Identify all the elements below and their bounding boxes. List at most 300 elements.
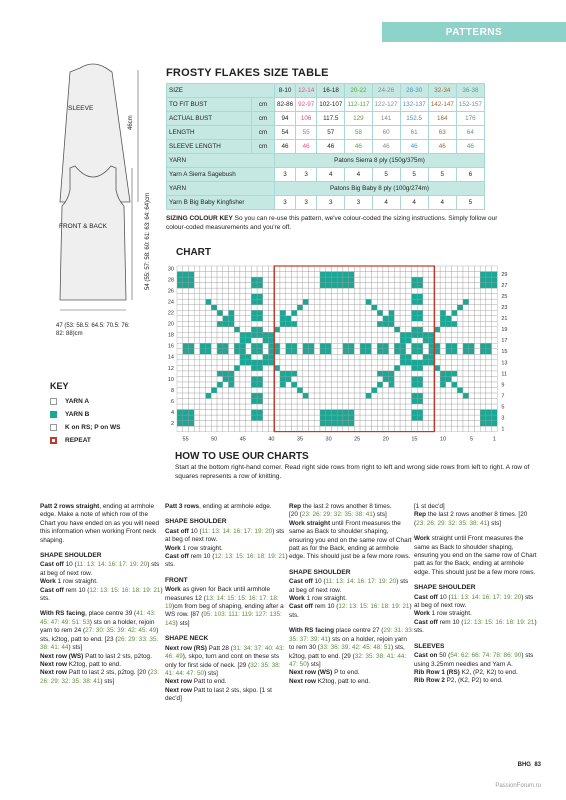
- chart-cell: [349, 305, 355, 311]
- chart-cell: [291, 426, 297, 432]
- chart-cell: [383, 294, 389, 300]
- chart-cell: [400, 316, 406, 322]
- chart-cell: [200, 421, 206, 427]
- yarn-row-value: 5: [428, 168, 456, 182]
- chart-cell: [217, 327, 223, 333]
- chart-cell: [200, 371, 206, 377]
- chart-cell: [434, 349, 440, 355]
- chart-cell: [383, 360, 389, 366]
- chart-cell: [251, 338, 257, 344]
- row-value: 152-157: [456, 98, 484, 112]
- chart-cell: [417, 371, 423, 377]
- chart-cell: [206, 393, 212, 399]
- chart-cell: [257, 316, 263, 322]
- chart-cell: [377, 321, 383, 327]
- chart-cell: [314, 305, 320, 311]
- chart-cell: [240, 371, 246, 377]
- chart-cell: [400, 288, 406, 294]
- chart-cell: [309, 349, 315, 355]
- chart-cell: [406, 415, 412, 421]
- chart-cell: [343, 305, 349, 311]
- chart-cell: [314, 299, 320, 305]
- chart-cell: [314, 283, 320, 289]
- chart-cell: [423, 421, 429, 427]
- chart-cell: [469, 327, 475, 333]
- pattern-column-4: [1 st dec'd] Rep the last 2 rows another 8 times. [20 (23: 26: 29: 32: 35: 38: 41) sts] Work straight until Front measures the same as Back to shoulder shaping, ensuring you end on the same row of Chart patt as for the Back, ending at armhole edge. This should just be a few more rows. SHAPE SHOULDER Cast off 10 (11: 13: 14: 16: 17: 19: 20) sts at beg of next row. Work 1 row straight. Cast off rem 10 (12: 13: 15: 16: 18: 19: 21) sts. SLEEVES Cast on 50 (54: 62: 66: 74: 78: 86: 90) sts using 3.25mm needles and Yarn A. Rib Row 1 (RS) K2, (P2, K2) to end. Rib Row 2 P2, (K2, P2) to end.: [414, 503, 537, 685]
- chart-cell: [480, 277, 486, 283]
- chart-cell: [423, 404, 429, 410]
- chart-cell: [463, 288, 469, 294]
- chart-cell: [343, 299, 349, 305]
- chart-cell: [446, 299, 452, 305]
- chart-cell: [234, 387, 240, 393]
- chart-cell: [452, 266, 458, 272]
- chart-cell: [349, 338, 355, 344]
- chart-cell: [309, 371, 315, 377]
- chart-cell: [286, 404, 292, 410]
- chart-cell: [406, 349, 412, 355]
- chart-cell: [434, 426, 440, 432]
- chart-cell: [246, 305, 252, 311]
- row-value: 55: [296, 126, 317, 140]
- chart-cell: [440, 410, 446, 416]
- chart-cell: [331, 421, 337, 427]
- chart-cell: [240, 415, 246, 421]
- chart-cell: [389, 332, 395, 338]
- chart-cell: [429, 310, 435, 316]
- chart-cell: [360, 277, 366, 283]
- chart-cell: [331, 382, 337, 388]
- chart-cell: [366, 398, 372, 404]
- chart-cell: [240, 327, 246, 333]
- chart-cell: [434, 393, 440, 399]
- chart-cell: [429, 343, 435, 349]
- chart-cell: [303, 382, 309, 388]
- chart-cell: [457, 343, 463, 349]
- chart-cell: [440, 266, 446, 272]
- row-value: 164: [428, 112, 456, 126]
- chart-cell: [371, 283, 377, 289]
- chart-cell: [251, 398, 257, 404]
- chart-cell: [320, 349, 326, 355]
- chart-cell: [377, 404, 383, 410]
- chart-cell: [371, 404, 377, 410]
- chart-cell: [269, 410, 275, 416]
- chart-cell: [406, 277, 412, 283]
- chart-cell: [291, 376, 297, 382]
- chart-cell: [217, 404, 223, 410]
- chart-cell: [251, 332, 257, 338]
- chart-cell: [389, 288, 395, 294]
- chart-cell: [223, 354, 229, 360]
- chart-cell: [274, 305, 280, 311]
- chart-cell: [337, 404, 343, 410]
- chart-cell: [480, 398, 486, 404]
- chart-cell: [446, 283, 452, 289]
- chart-cell: [234, 349, 240, 355]
- chart-cell: [377, 338, 383, 344]
- chart-cell: [377, 398, 383, 404]
- chart-cell: [297, 421, 303, 427]
- chart-cell: [389, 421, 395, 427]
- chart-cell: [320, 338, 326, 344]
- chart-cell: [469, 387, 475, 393]
- chart-cell: [429, 426, 435, 432]
- chart-cell: [434, 316, 440, 322]
- chart-cell: [200, 283, 206, 289]
- chart-cell: [446, 305, 452, 311]
- chart-cell: [188, 272, 194, 278]
- chart-cell: [377, 382, 383, 388]
- chart-cell: [486, 365, 492, 371]
- chart-cell: [280, 371, 286, 377]
- chart-cell: [349, 288, 355, 294]
- chart-cell: [383, 277, 389, 283]
- chart-cell: [200, 349, 206, 355]
- chart-cell: [360, 349, 366, 355]
- chart-cell: [463, 410, 469, 416]
- chart-cell: [309, 316, 315, 322]
- chart-cell: [257, 349, 263, 355]
- chart-cell: [354, 387, 360, 393]
- chart-cell: [206, 305, 212, 311]
- chart-cell: [200, 294, 206, 300]
- chart-cell: [423, 360, 429, 366]
- key-label: YARN A: [65, 398, 90, 405]
- chart-cell: [440, 332, 446, 338]
- chart-cell: [337, 327, 343, 333]
- chart-cell: [177, 421, 183, 427]
- chart-cell: [274, 410, 280, 416]
- chart-cell: [269, 365, 275, 371]
- chart-cell: [240, 338, 246, 344]
- chart-cell: [183, 426, 189, 432]
- chart-cell: [211, 393, 217, 399]
- yarn-row-value: 3: [296, 168, 317, 182]
- chart-cell: [257, 415, 263, 421]
- chart-cell: [303, 305, 309, 311]
- chart-cell: [480, 415, 486, 421]
- chart-cell: [492, 382, 498, 388]
- chart-cell: [217, 354, 223, 360]
- chart-cell: [423, 365, 429, 371]
- chart-cell: [286, 316, 292, 322]
- chart-cell: [446, 393, 452, 399]
- chart-cell: [417, 294, 423, 300]
- chart-cell: [223, 426, 229, 432]
- chart-cell: [263, 382, 269, 388]
- chart-cell: [286, 272, 292, 278]
- chart-cell: [423, 305, 429, 311]
- chart-cell: [314, 316, 320, 322]
- chart-cell: [486, 371, 492, 377]
- chart-cell: [389, 294, 395, 300]
- chart-cell: [440, 272, 446, 278]
- chart-cell: [463, 398, 469, 404]
- chart-cell: [480, 294, 486, 300]
- row-value: 54: [275, 126, 296, 140]
- chart-cell: [412, 338, 418, 344]
- chart-cell: [223, 316, 229, 322]
- chart-cell: [412, 398, 418, 404]
- chart-cell: [263, 387, 269, 393]
- chart-cell: [314, 360, 320, 366]
- chart-cell: [480, 321, 486, 327]
- chart-cell: [228, 360, 234, 366]
- chart-cell: [349, 393, 355, 399]
- chart-cell: [228, 398, 234, 404]
- chart-cell: [297, 294, 303, 300]
- chart-cell: [492, 415, 498, 421]
- chart-cell: [206, 376, 212, 382]
- chart-cell: [457, 376, 463, 382]
- chart-cell: [188, 393, 194, 399]
- chart-cell: [412, 393, 418, 399]
- chart-cell: [371, 272, 377, 278]
- key-swatch: [50, 437, 57, 444]
- chart-cell: [251, 365, 257, 371]
- chart-cell: [452, 404, 458, 410]
- chart-cell: [446, 349, 452, 355]
- chart-cell: [246, 316, 252, 322]
- chart-cell: [486, 393, 492, 399]
- chart-cell: [246, 387, 252, 393]
- chart-cell: [337, 305, 343, 311]
- yarn-row-value: 4: [372, 196, 400, 210]
- chart-cell: [200, 382, 206, 388]
- chart-cell: [429, 283, 435, 289]
- chart-cell: [200, 387, 206, 393]
- chart-cell: [371, 393, 377, 399]
- chart-cell: [354, 266, 360, 272]
- chart-cell: [480, 310, 486, 316]
- pattern-column-2: Patt 3 rows, ending at armhole edge. SHAPE SHOULDER Cast off 10 (11: 13: 14: 16: 17: 19: 20) sts at beg of next row. Work 1 row straight. Cast off rem 10 (12: 13: 15: 16: 18: 19: 21) sts. FRONT Work as given for Back until armhole measures 12 (13: 14: 15: 15: 16: 17: 18: 19)cm from beg of shaping, ending after a WS row. [87 (95: 103: 111: 119: 127: 135: 143) sts] SHAPE NECK Next row (RS) Patt 28 (31: 34: 37: 40: 43: 46: 49), skpo, turn and cont on these sts only for first side of neck. [29 (32: 35: 38: 41: 44: 47: 50) sts] Next row Patt to end. Next row Patt to last 2 sts, skpo. [1 st dec'd]: [165, 503, 288, 703]
- chart-cell: [188, 288, 194, 294]
- chart-cell: [360, 316, 366, 322]
- chart-cell: [251, 327, 257, 333]
- chart-cell: [309, 321, 315, 327]
- chart-cell: [337, 371, 343, 377]
- chart-cell: [389, 410, 395, 416]
- chart-cell: [217, 277, 223, 283]
- chart-cell: [486, 360, 492, 366]
- chart-cell: [383, 316, 389, 322]
- chart-cell: [183, 299, 189, 305]
- chart-cell: [417, 288, 423, 294]
- key-item: [50, 408, 121, 421]
- chart-cell: [291, 321, 297, 327]
- chart-cell: [228, 316, 234, 322]
- row-label-left: 8: [170, 387, 174, 394]
- key-item: [50, 421, 121, 434]
- chart-cell: [240, 421, 246, 427]
- chart-cell: [269, 283, 275, 289]
- chart-cell: [452, 415, 458, 421]
- chart-cell: [463, 376, 469, 382]
- chart-cell: [280, 277, 286, 283]
- chart-cell: [366, 283, 372, 289]
- chart-cell: [349, 349, 355, 355]
- chart-cell: [240, 354, 246, 360]
- chart-cell: [217, 316, 223, 322]
- chart-cell: [234, 305, 240, 311]
- chart-cell: [377, 410, 383, 416]
- chart-cell: [223, 421, 229, 427]
- chart-cell: [486, 426, 492, 432]
- chart-cell: [314, 426, 320, 432]
- chart-cell: [194, 404, 200, 410]
- chart-cell: [194, 305, 200, 311]
- chart-cell: [274, 316, 280, 322]
- chart-cell: [429, 410, 435, 416]
- chart-cell: [446, 398, 452, 404]
- chart-cell: [274, 272, 280, 278]
- chart-cell: [417, 421, 423, 427]
- chart-cell: [423, 277, 429, 283]
- chart-cell: [492, 321, 498, 327]
- chart-cell: [406, 299, 412, 305]
- chart-cell: [280, 365, 286, 371]
- size-header-label: SIZE: [167, 84, 275, 98]
- key-label: K on RS; P on WS: [65, 424, 121, 431]
- chart-cell: [217, 338, 223, 344]
- chart-cell: [320, 332, 326, 338]
- chart-cell: [406, 316, 412, 322]
- chart-cell: [326, 338, 332, 344]
- chart-cell: [314, 266, 320, 272]
- chart-cell: [469, 305, 475, 311]
- chart-cell: [234, 294, 240, 300]
- chart-cell: [371, 398, 377, 404]
- chart-cell: [371, 299, 377, 305]
- chart-cell: [412, 349, 418, 355]
- chart-cell: [423, 393, 429, 399]
- chart-cell: [234, 288, 240, 294]
- chart-cell: [183, 294, 189, 300]
- chart-cell: [257, 360, 263, 366]
- chart-cell: [349, 365, 355, 371]
- chart-cell: [383, 310, 389, 316]
- chart-cell: [228, 376, 234, 382]
- chart-cell: [274, 398, 280, 404]
- chart-cell: [412, 321, 418, 327]
- chart-cell: [263, 376, 269, 382]
- chart-cell: [314, 338, 320, 344]
- chart-cell: [394, 360, 400, 366]
- chart-cell: [480, 404, 486, 410]
- chart-cell: [474, 404, 480, 410]
- chart-cell: [234, 283, 240, 289]
- chart-cell: [394, 393, 400, 399]
- chart-cell: [257, 398, 263, 404]
- chart-cell: [303, 376, 309, 382]
- chart-cell: [371, 365, 377, 371]
- chart-cell: [486, 398, 492, 404]
- chart-cell: [217, 382, 223, 388]
- chart-cell: [228, 288, 234, 294]
- chart-cell: [274, 426, 280, 432]
- chart-cell: [349, 343, 355, 349]
- chart-cell: [200, 288, 206, 294]
- chart-cell: [371, 277, 377, 283]
- chart-cell: [297, 365, 303, 371]
- chart-cell: [234, 266, 240, 272]
- chart-cell: [183, 410, 189, 416]
- chart-cell: [228, 354, 234, 360]
- chart-cell: [457, 283, 463, 289]
- chart-cell: [314, 288, 320, 294]
- chart-cell: [263, 299, 269, 305]
- chart-cell: [211, 421, 217, 427]
- chart-cell: [234, 398, 240, 404]
- chart-cell: [337, 343, 343, 349]
- chart-cell: [297, 415, 303, 421]
- size-header-cell: 16-18: [317, 84, 345, 98]
- chart-cell: [354, 393, 360, 399]
- chart-cell: [211, 299, 217, 305]
- chart-cell: [457, 398, 463, 404]
- chart-cell: [349, 321, 355, 327]
- chart-cell: [463, 332, 469, 338]
- chart-cell: [383, 338, 389, 344]
- chart-cell: [246, 294, 252, 300]
- row-value: 61: [400, 126, 428, 140]
- chart-cell: [371, 382, 377, 388]
- chart-cell: [423, 321, 429, 327]
- chart-cell: [206, 415, 212, 421]
- chart-cell: [343, 288, 349, 294]
- chart-cell: [223, 310, 229, 316]
- chart-cell: [331, 410, 337, 416]
- chart-cell: [343, 365, 349, 371]
- chart-cell: [269, 316, 275, 322]
- chart-cell: [326, 294, 332, 300]
- chart-cell: [429, 338, 435, 344]
- chart-cell: [251, 272, 257, 278]
- key-swatch: [50, 398, 57, 405]
- chart-cell: [440, 338, 446, 344]
- chart-cell: [412, 354, 418, 360]
- chart-cell: [251, 415, 257, 421]
- chart-cell: [200, 354, 206, 360]
- row-label: TO FIT BUST: [167, 98, 252, 112]
- chart-cell: [394, 398, 400, 404]
- chart-cell: [274, 332, 280, 338]
- chart-cell: [406, 266, 412, 272]
- chart-cell: [314, 321, 320, 327]
- chart-cell: [446, 310, 452, 316]
- chart-cell: [366, 354, 372, 360]
- chart-cell: [394, 332, 400, 338]
- chart-cell: [314, 398, 320, 404]
- chart-cell: [269, 387, 275, 393]
- chart-cell: [412, 305, 418, 311]
- chart-cell: [314, 294, 320, 300]
- chart-cell: [211, 376, 217, 382]
- chart-cell: [452, 421, 458, 427]
- chart-cell: [463, 327, 469, 333]
- chart-cell: [291, 294, 297, 300]
- chart-cell: [452, 360, 458, 366]
- chart-cell: [337, 277, 343, 283]
- chart-cell: [269, 426, 275, 432]
- chart-cell: [492, 376, 498, 382]
- chart-cell: [377, 387, 383, 393]
- chart-cell: [246, 410, 252, 416]
- chart-cell: [337, 365, 343, 371]
- chart-cell: [492, 310, 498, 316]
- chart-cell: [194, 365, 200, 371]
